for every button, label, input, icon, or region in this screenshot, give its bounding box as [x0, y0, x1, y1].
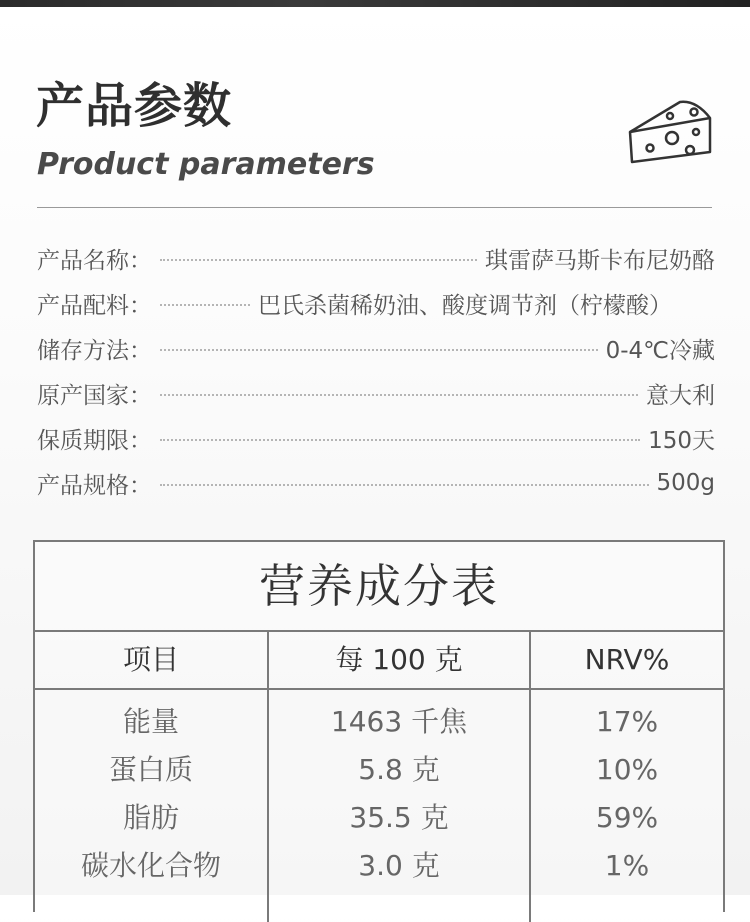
param-label: 产品配料：	[37, 292, 152, 319]
param-value: 0-4℃冷藏	[605, 337, 715, 364]
dot-leader	[160, 394, 638, 396]
param-row-origin	[37, 373, 715, 413]
title-divider	[37, 207, 712, 208]
nutrient-amount: 35.5 克	[349, 801, 449, 834]
page-title: 产品参数	[36, 78, 233, 134]
nutrient-nrv: 1%	[604, 849, 650, 882]
dot-leader	[160, 484, 649, 486]
nutrient-nrv: 17%	[595, 705, 659, 738]
param-value: 意大利	[646, 382, 715, 409]
nutrient-amount: 1463 千焦	[330, 705, 468, 738]
nutrition-table	[33, 540, 725, 912]
nutrient-amount: 5.8 克	[358, 753, 440, 786]
header-per-100g: 每 100 克	[335, 643, 463, 676]
dot-leader	[160, 349, 598, 351]
header-nrv: NRV%	[584, 643, 670, 676]
header-item: 项目	[122, 643, 179, 676]
nutrient-name: 脂肪	[122, 801, 179, 834]
dot-leader	[160, 304, 250, 306]
param-label: 产品名称：	[37, 247, 152, 274]
param-row-shelf-life	[37, 418, 715, 458]
param-value: 150天	[648, 427, 715, 454]
param-value: 巴氏杀菌稀奶油、酸度调节剂（柠檬酸）	[258, 292, 672, 319]
dot-leader	[160, 259, 477, 261]
top-image-band	[0, 0, 750, 7]
param-label: 原产国家：	[37, 382, 152, 409]
nutrient-name: 能量	[122, 705, 179, 738]
page-subtitle: Product parameters	[37, 147, 375, 182]
param-row-name	[37, 238, 715, 278]
table-divider	[35, 688, 723, 690]
nutrient-nrv: 10%	[595, 753, 659, 786]
param-row-storage	[37, 328, 715, 368]
nutrient-name: 碳水化合物	[80, 849, 221, 882]
dot-leader	[160, 439, 640, 441]
nutrient-name: 蛋白质	[108, 753, 193, 786]
param-row-ingredients	[37, 283, 715, 323]
nutrition-table-title: 营养成分表	[259, 559, 499, 613]
nutrient-amount: 3.0 克	[358, 849, 440, 882]
param-value: 琪雷萨马斯卡布尼奶酪	[485, 247, 715, 274]
param-label: 产品规格：	[37, 472, 152, 499]
param-row-spec	[37, 463, 715, 503]
param-label: 保质期限：	[37, 427, 152, 454]
param-value: 500g	[656, 470, 715, 496]
cheese-icon	[624, 96, 714, 166]
param-label: 储存方法：	[37, 337, 152, 364]
nutrient-nrv: 59%	[595, 801, 659, 834]
